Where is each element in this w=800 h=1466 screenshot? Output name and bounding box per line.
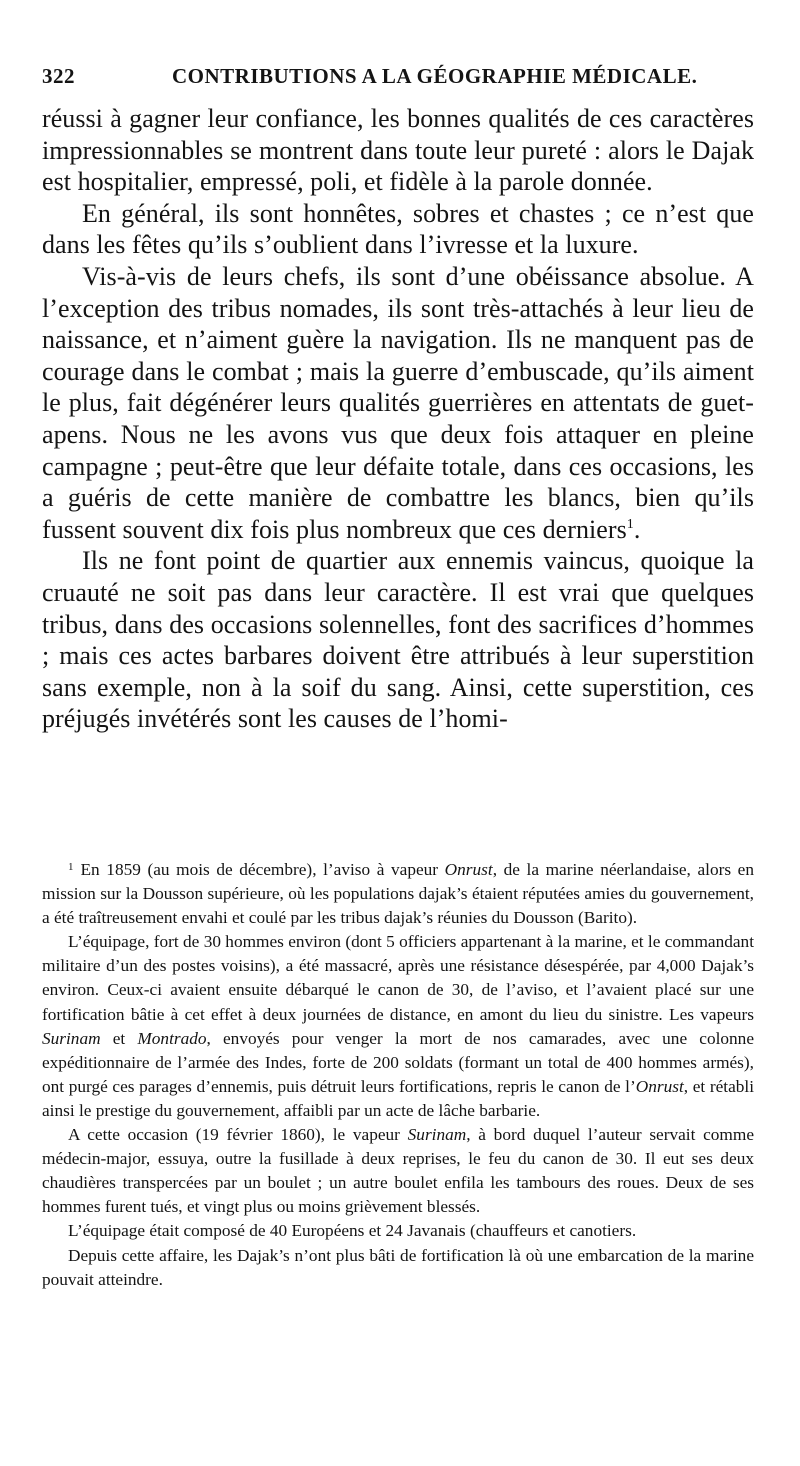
footnote-text: , à bord duquel l’auteur servait comme médecin-major, essuya, outre la fusillade à deux reprises, le feu du canon de 30. Il eut ses deux chaudières transpercées par un boulet ; un autre boulet enfila les tambours des roues. Deux de ses hommes furent tués, et vingt plus ou moins grièvement blessés. [42,1125,754,1217]
paragraph-obedience [42,261,754,545]
paragraph-obedience-text: Vis-à-vis de leurs chefs, ils sont d’une obéissance absolue. A l’exception des tribus nomades, ils sont très-attachés à leur lieu de naissance, et n’aiment guère la navigation. Ils ne manquent pas de courage dans le combat ; mais la guerre d’embuscade, qu’ils aiment le plus, fait dégénérer leurs qualités guerrières en attentats de guet-apens. Nous ne les avons vus que deux fois attaquer en pleine campagne ; peut-être que leur défaite totale, dans ces occasions, les a guéris de cette manière de combattre les blancs, bien qu’ils fussent souvent dix fois plus nombreux que ces derniers [42,261,754,544]
running-title: CONTRIBUTIONS A LA GÉOGRAPHIE MÉDICALE. [172,64,698,88]
footnote-mark: 1 [68,861,74,873]
footnote-text: et [100,1028,138,1048]
paragraph-morals: En général, ils sont honnêtes, sobres et chastes ; ce n’est que dans les fêtes qu’ils s’oublient dans l’ivresse et la luxure. [42,198,754,260]
footnote-text: , envoyés pour venger la mort de nos camarades, avec une colonne expéditionnaire de l’armée des Indes, forte de 200 soldats (formant un total de 400 hommes armés), ont purgé ces parages d’ennemis, puis détruit leurs fortifications, repris le canon de l’ [42,1028,754,1096]
footnote-text: , de la marine néerlandaise, alors en mission sur la Dousson supérieure, où les populations dajak’s étaient réputées amies du gouvernement, a été traîtreusement envahi et coulé par les tribus dajak’s réunies du Dousson (Barito). [42,860,754,928]
footnote-text: , et rétabli ainsi le prestige du gouvernement, affaibli par un acte de lâche barbarie. [42,1076,754,1120]
ship-name: Montrado [137,1028,207,1048]
ship-name: Onrust [444,860,493,879]
ship-name: Onrust [635,1076,684,1096]
footnote [42,855,754,1292]
footnote-paragraph [42,1123,754,1219]
footnote-text: A cette occasion (19 février 1860), le vapeur [68,1125,408,1145]
main-text [42,103,754,735]
ship-name: Surinam [407,1125,467,1145]
footnote-paragraph: Depuis cette affaire, les Dajak’s n’ont plus bâti de fortification là où une embarcation de la marine pouvait atteindre. [42,1245,754,1289]
footnote-paragraph: L’équipage était composé de 40 Européens et 24 Javanais (chauffeurs et canotiers. [68,1221,637,1241]
footnote-text: L’équipage, fort de 30 hommes environ (dont 5 officiers appartenant à la marine, et le commandant militaire d’un des postes voisins), a été massacré, après une résistance désespérée, par 4,000 Dajak’s environ. Ceux-ci avaient ensuite débarqué le canon de 30, de l’aviso, et l’avaient placé sur une fortification bâtie à cet effet à deux journées de distance, en amont du lieu du sinistre. Les vapeurs [42,932,754,1024]
page-number: 322 [42,64,75,88]
footnote-reference: 1 [626,516,634,532]
paragraph-continued: réussi à gagner leur confiance, les bonnes qualités de ces caractères impressionnables se montrent dans toute leur pureté : alors le Dajak est hospitalier, empressé, poli, et fidèle à la parole donnée. [42,104,754,197]
paragraph-cruelty: Ils ne font point de quartier aux ennemis vaincus, quoique la cruauté ne soit pas dans leur caractère. Il est vrai que quelques tribus, dans des occasions solennelles, font des sacrifices d’hommes ; mais ces actes barbares doivent être attribués à leur superstition sans exemple, non à la soif du sang. Ainsi, cette superstition, ces préjugés invétérés sont les causes de l’homi- [42,546,754,734]
footnote-paragraph [42,855,754,930]
ship-name: Surinam [42,1028,101,1048]
running-header [42,64,758,98]
footnote-text: En 1859 (au mois de décembre), l’aviso à vapeur [80,860,445,879]
paragraph-obedience-end: . [633,514,641,544]
footnote-paragraph [42,930,754,1123]
